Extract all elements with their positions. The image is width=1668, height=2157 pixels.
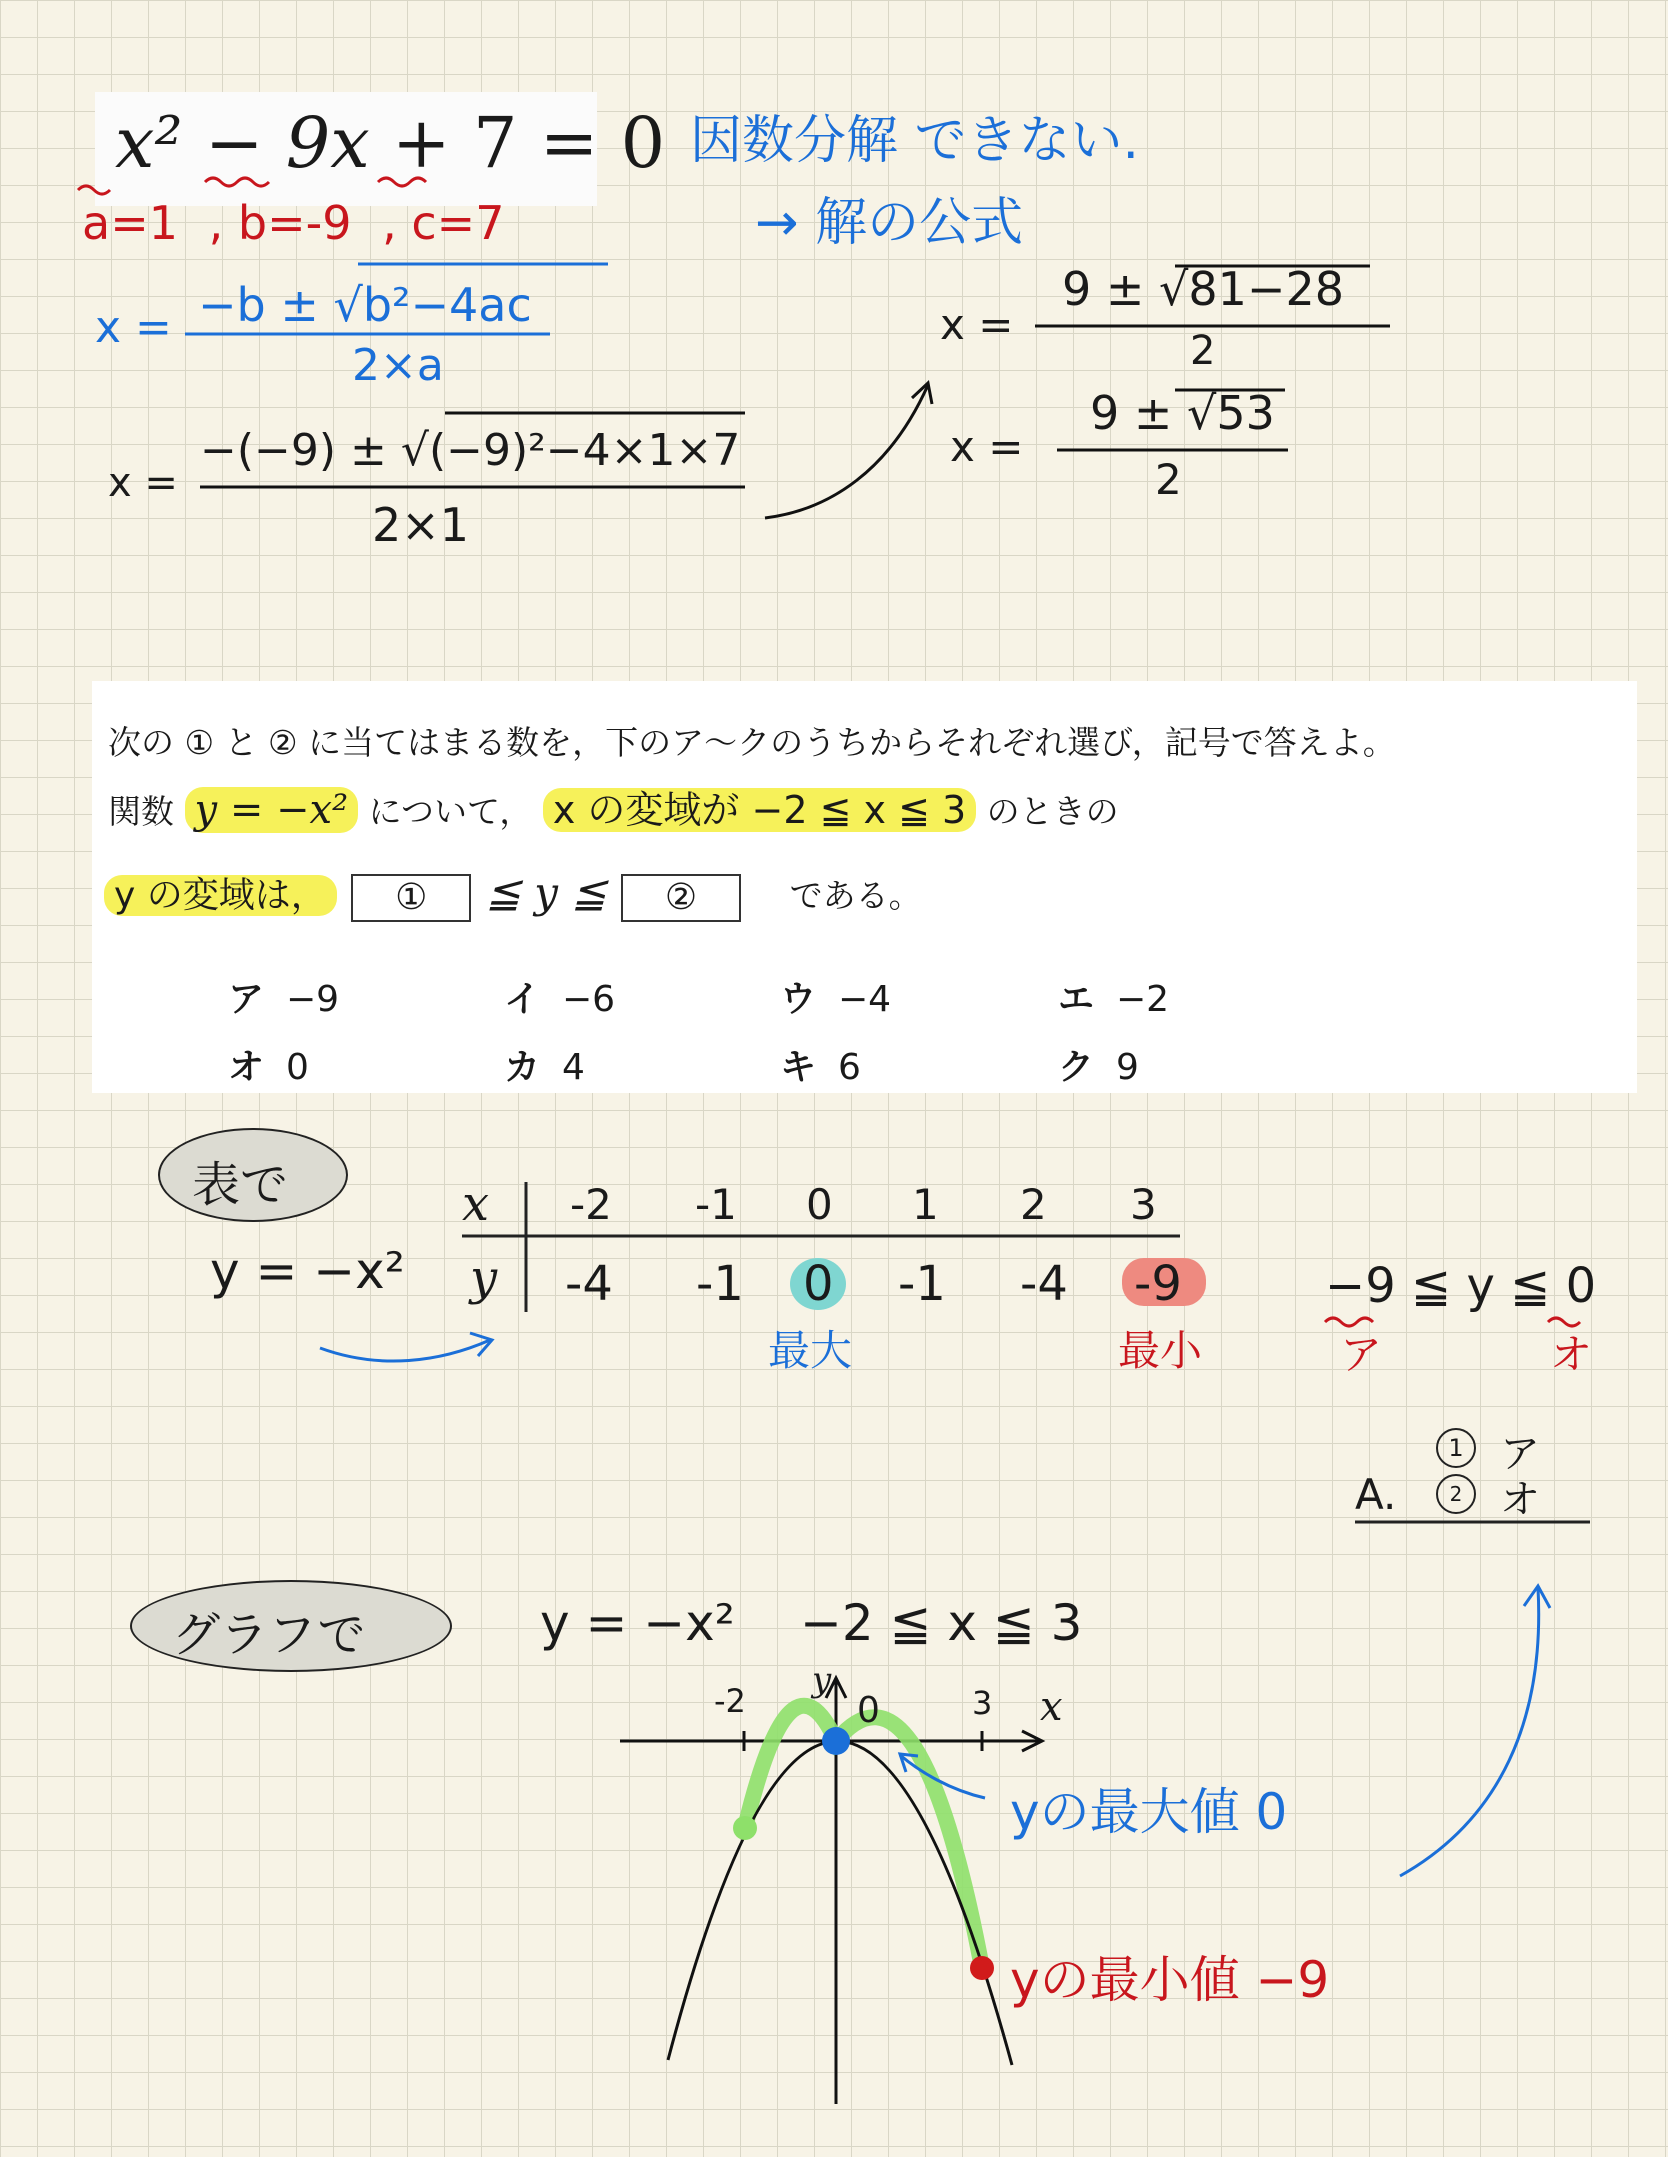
- quadratic-equation: x² − 9x + 7 = 0: [115, 102, 666, 184]
- table-min-label: 最小: [1118, 1326, 1203, 1375]
- coefficients: a=1 , b=-9 , c=7: [82, 196, 505, 250]
- arrow-to-simplified: [765, 385, 928, 518]
- simp2-numerator: 9 ± √53: [1090, 386, 1275, 440]
- table-func-label: y = −x²: [210, 1242, 405, 1300]
- table-max-label: 最大: [768, 1326, 853, 1375]
- simp1-numerator: 9 ± √81−28: [1062, 262, 1344, 316]
- graph-max-note: yの最大値 0: [1010, 1783, 1288, 1841]
- problem-line2: 関数 y = −x² について， x の変域が −2 ≦ x ≦ 3 のときの: [108, 787, 1119, 833]
- domain-highlight: [745, 1706, 982, 1968]
- problem-box: [92, 681, 1637, 1093]
- table-x-neg2: -2: [570, 1180, 612, 1229]
- simp2-lhs: x =: [950, 422, 1024, 471]
- point-neg2: [733, 1816, 757, 1840]
- graph-tick-label-3: 3: [972, 1684, 993, 1722]
- graph-axis-x-label: x: [1040, 1684, 1063, 1730]
- choice-i: イ −6: [504, 979, 616, 1020]
- problem-instruction: 次の ① と ② に当てはまる数を，下のア〜クのうちからそれぞれ選び，記号で答えよ。: [108, 723, 1396, 762]
- table-y-neg4-a: -4: [565, 1256, 613, 1312]
- table-x-header: x: [462, 1176, 490, 1232]
- arrow-to-table: [320, 1340, 490, 1361]
- answer-box-1[interactable]: ①: [351, 874, 471, 922]
- graph-method-oval: グラフで: [130, 1580, 452, 1672]
- table-y-neg1-b: -1: [898, 1256, 946, 1312]
- formula-denominator: 2×a: [352, 340, 444, 391]
- choice-ki: キ 6: [780, 1047, 861, 1088]
- simp1-denominator: 2: [1190, 328, 1216, 374]
- table-x-neg1: -1: [695, 1180, 737, 1229]
- subst-lhs: x =: [108, 460, 178, 506]
- graph-axis-y-label: y: [812, 1660, 832, 1700]
- answer-1: ア: [1500, 1431, 1540, 1477]
- point-3: [970, 1956, 994, 1980]
- note-formula: → 解の公式: [755, 193, 1024, 253]
- graph-tick-label-0: 0: [857, 1690, 880, 1731]
- graph-domain-label: −2 ≦ x ≦ 3: [800, 1594, 1083, 1652]
- function-highlight: y = −x²: [185, 787, 359, 833]
- choice-o: オ 0: [228, 1047, 309, 1088]
- choice-e: エ −2: [1058, 979, 1170, 1020]
- table-y-neg4-b: -4: [1020, 1256, 1068, 1312]
- table-method-oval: 表で: [158, 1128, 348, 1222]
- subst-numerator: −(−9) ± √(−9)²−4×1×7: [200, 425, 741, 476]
- answer-box-2[interactable]: ②: [621, 874, 741, 922]
- table-y-header: y: [470, 1250, 498, 1306]
- table-x-1: 1: [912, 1180, 939, 1229]
- simp2-denominator: 2: [1155, 455, 1182, 504]
- arrow-to-answer: [1400, 1588, 1539, 1876]
- table-x-0: 0: [806, 1180, 833, 1229]
- squiggle-a: [78, 186, 110, 194]
- range-label-o: オ: [1550, 1330, 1593, 1379]
- leq-y-leq: ≦ y ≦: [485, 868, 607, 917]
- squiggle-c: [378, 178, 426, 186]
- range-result: −9 ≦ y ≦ 0: [1325, 1258, 1597, 1314]
- table-y-neg1-a: -1: [696, 1256, 744, 1312]
- graph-func-label: y = −x²: [540, 1594, 735, 1652]
- choice-a: ア −9: [228, 979, 340, 1020]
- answer-prefix: A.: [1355, 1470, 1397, 1519]
- graph-tick-label-neg2: -2: [714, 1682, 746, 1720]
- answer-2: オ: [1500, 1477, 1540, 1523]
- formula-lhs: x =: [95, 302, 172, 353]
- table-y-neg9: -9: [1134, 1256, 1182, 1312]
- table-y-0: 0: [803, 1256, 834, 1312]
- vertex-point: [822, 1727, 850, 1755]
- choice-ku: ク 9: [1058, 1047, 1139, 1088]
- simp1-lhs: x =: [940, 300, 1014, 349]
- answer-circle-2: 2: [1436, 1474, 1476, 1514]
- answer-circle-1: 1: [1436, 1428, 1476, 1468]
- note-no-factor: 因数分解 できない.: [690, 111, 1140, 171]
- y-range-highlight: y の変域は，: [104, 875, 337, 916]
- graph-min-note: yの最小値 −9: [1010, 1951, 1330, 2009]
- domain-highlight-text: x の変域が −2 ≦ x ≦ 3: [543, 788, 976, 832]
- table-x-2: 2: [1020, 1180, 1047, 1229]
- subst-denominator: 2×1: [372, 498, 470, 552]
- table-x-3: 3: [1130, 1180, 1157, 1229]
- squiggle-b: [205, 178, 269, 186]
- problem-line3: y の変域は， ① ≦ y ≦ ② である。: [104, 867, 922, 922]
- range-label-a: ア: [1340, 1330, 1383, 1379]
- choice-ka: カ 4: [504, 1047, 585, 1088]
- choice-u: ウ −4: [780, 979, 892, 1020]
- formula-numerator: −b ± √b²−4ac: [198, 278, 532, 332]
